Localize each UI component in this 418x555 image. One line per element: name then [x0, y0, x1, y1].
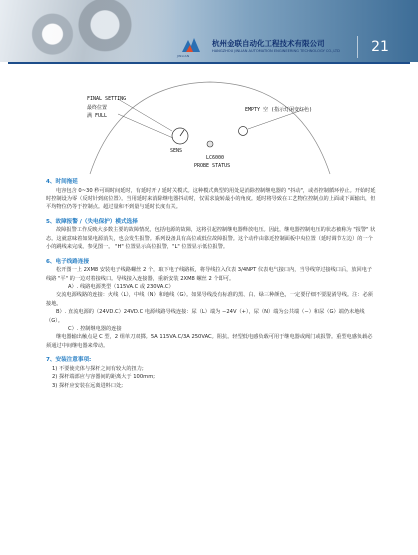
install-note-3: 3) 探杆应安装在远离进料口处; — [52, 382, 123, 389]
page-header — [0, 0, 418, 62]
document-body — [46, 178, 376, 390]
page-number: 21 — [357, 36, 402, 58]
section-6-a-paragraph: 交流电源线路的连接：火线（L），中线（N）和地线（G）。如果导线没有标准的黑、白、绿三种颜色，一定要仔细不要混淆导线。注：必须接地。 — [46, 292, 373, 307]
section-6-a-heading: A）. 线路电源类型（115VA.C 或 230VA.C） — [68, 284, 174, 291]
section-5-title: 5、故障报警 /（失电保护）模式选择 — [46, 218, 138, 225]
section-6-b-paragraph: B）. 直流电源的（24VD.C）24VD.C 电源线路导线连接：尿（L）端为 −24V（+），尿（N）端为公共端（−）和尿（G）端仍未地线（G）。 — [46, 309, 365, 324]
section-6-title: 6、电子线路连接 — [46, 258, 90, 265]
logo-text: JINLIAN — [177, 54, 190, 58]
company-name-cn: 杭州金联自动化工程技术有限公司 — [212, 39, 325, 48]
company-logo-icon — [180, 36, 202, 54]
header-machinery-image — [0, 0, 175, 62]
empty-label: EMPTY 空 (指示灯闲变红色) — [245, 107, 313, 113]
header-divider — [8, 62, 410, 64]
section-6-c-paragraph: 继电器输出触点是 C 型，2 组单刀双掷。5A 115VA.C/3A 250VAC。阻抗。轻型低电感负载可用于继电器或阀门或报警。重型电感负载必须通过中间继电器来带动。 — [46, 334, 373, 349]
install-note-2: 2) 探杆端部应与容器间的距离大于 100mm; — [52, 374, 156, 381]
section-6-c-heading: C）. 控制继电器的连接 — [68, 326, 122, 333]
final-setting-label: FINAL SETTING — [87, 96, 127, 102]
section-4-title: 4、时间拖延 — [46, 179, 78, 185]
sens-label: SENS — [170, 148, 183, 154]
final-setting-cn-label: 最终位置 — [87, 105, 108, 111]
install-note-1: 1) 不要使壳体与探杆之间有较大的扭力; — [52, 365, 144, 372]
control-panel-diagram — [60, 76, 360, 176]
full-label: 满 FULL — [87, 113, 108, 119]
panel-drawing — [60, 76, 360, 176]
section-7-title: 7、安装注意事项: — [46, 357, 92, 364]
section-4-paragraph: 电容包含 0~30 秒可调时间延时，有延时开 / 延时关模式。这种模式典型的用处是消除控制继电器的 "抖动"，或者控制循环停止。开始时延时控制设为零（反时针到底位置）。当用延时来消除继电器抖动时，仅需求旋转最小的角度。延时将导致在工艺物位控制点的上面或下面输出，但平均物位仍等于控制点。超过量和不到量与延时长度有关。 — [46, 187, 376, 211]
model-label: LC6000 — [206, 155, 225, 161]
company-name-en: HANGZHOU JINLIAN AUTOMATION ENGINEERING TECHNOLOGY CO.,LTD — [212, 49, 340, 53]
probe-status-label: PROBE STATUS — [194, 163, 231, 169]
section-6-paragraph: 松开图一上 2XM8 安装电子线路螺丝 2 个，取下电子线路板，将导线拉入仪表 3/4NPT 仪表电气接口内，当导线穿过接线口后，放回电子线路 "平" 的一边对着接线口。导线接入连接器，重新安装 2XM8 螺丝 2 个即可。 — [46, 267, 373, 282]
section-5-paragraph: 故障报警工作反映大多数主要的故障情况，包括电源的故障，这将引起控制继电器释放电压。因此，继电器控制电压的状态被称为 "报警" 状态。这就意味着如果电源消失，也会发生报警。系列设备具有高位或低位故障报警。这个动作由靠近控制面板中央位置（延时调节左边）的一个小的跳线来完成。参见图一。 "H" 位置显示高位报警，"L" 位置显示低位报警。 — [46, 227, 376, 251]
